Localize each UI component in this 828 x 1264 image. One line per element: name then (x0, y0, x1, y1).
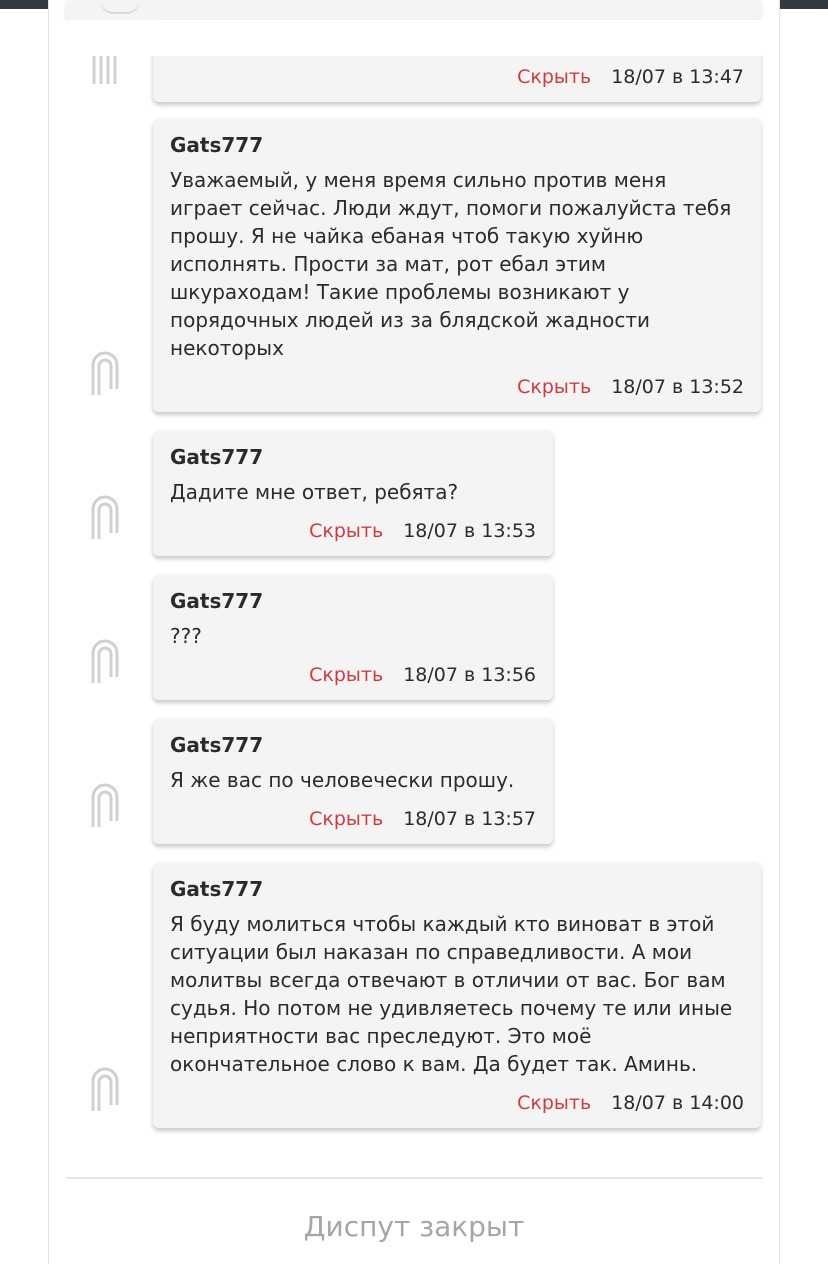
message-timestamp: 18/07 в 14:00 (611, 1092, 744, 1114)
message-meta (517, 376, 744, 398)
message-text: Я же вас по человечески прошу. (170, 768, 515, 792)
hide-message-link[interactable]: Скрыть (517, 376, 592, 398)
hide-message-link[interactable]: Скрыть (309, 808, 384, 830)
message-meta (517, 1092, 744, 1114)
avatar-arches-icon (90, 52, 120, 84)
message-card (153, 718, 553, 844)
avatar-arches-icon (90, 493, 120, 539)
hide-message-link[interactable]: Скрыть (309, 520, 384, 542)
message-author: Gats777 (170, 445, 264, 469)
message-timestamp: 18/07 в 13:53 (403, 520, 536, 542)
bottom-separator (66, 1177, 762, 1179)
message-meta (309, 520, 536, 542)
avatar-arches-icon (90, 781, 120, 827)
message-timestamp: 18/07 в 13:52 (611, 376, 744, 398)
scroll-mask (66, 20, 766, 56)
message-author: Gats777 (170, 589, 264, 613)
message-card (153, 118, 761, 412)
message-timestamp: 18/07 в 13:47 (611, 66, 744, 88)
message-meta (309, 808, 536, 830)
message-card (153, 862, 761, 1128)
message-author: Gats777 (170, 733, 264, 757)
hide-message-link[interactable]: Скрыть (517, 66, 592, 88)
message-text: Дадите мне ответ, ребята? (170, 480, 459, 504)
message-timestamp: 18/07 в 13:56 (403, 664, 536, 686)
message-card (153, 574, 553, 700)
hide-message-link[interactable]: Скрыть (517, 1092, 592, 1114)
hide-message-link[interactable]: Скрыть (309, 664, 384, 686)
message-meta (517, 66, 744, 88)
avatar-arches-icon (90, 349, 120, 395)
previous-card-edge (66, 0, 761, 20)
avatar-arches-icon (90, 637, 120, 683)
message-text: Уважаемый, у меня время сильно против меня играет сейчас. Люди ждут, помоги пожалуйста тебя прошу. Я не чайка ебаная чтоб такую хуйню исполнять. Прости за мат, рот ебал этим шкураходам! Такие проблемы возникают у порядочных людей из за блядской жадности некоторых (170, 168, 732, 360)
dispute-closed-status: Диспут закрыт (303, 1210, 525, 1243)
message-author: Gats777 (170, 133, 264, 157)
avatar-arches-icon (90, 1065, 120, 1111)
message-text: Я буду молиться чтобы каждый кто виноват в этой ситуации был наказан по справедливости. А мои молитвы всегда отвечают в отличии от вас. Бог вам судья. Но потом не удивляетесь почему те или иные неприятности вас преследуют. Это моё окончательное слово к вам. Да будет так. Аминь. (170, 912, 733, 1076)
message-meta (309, 664, 536, 686)
message-author: Gats777 (170, 877, 264, 901)
message-card (153, 430, 553, 556)
message-text: ??? (170, 624, 202, 648)
message-timestamp: 18/07 в 13:57 (403, 808, 536, 830)
